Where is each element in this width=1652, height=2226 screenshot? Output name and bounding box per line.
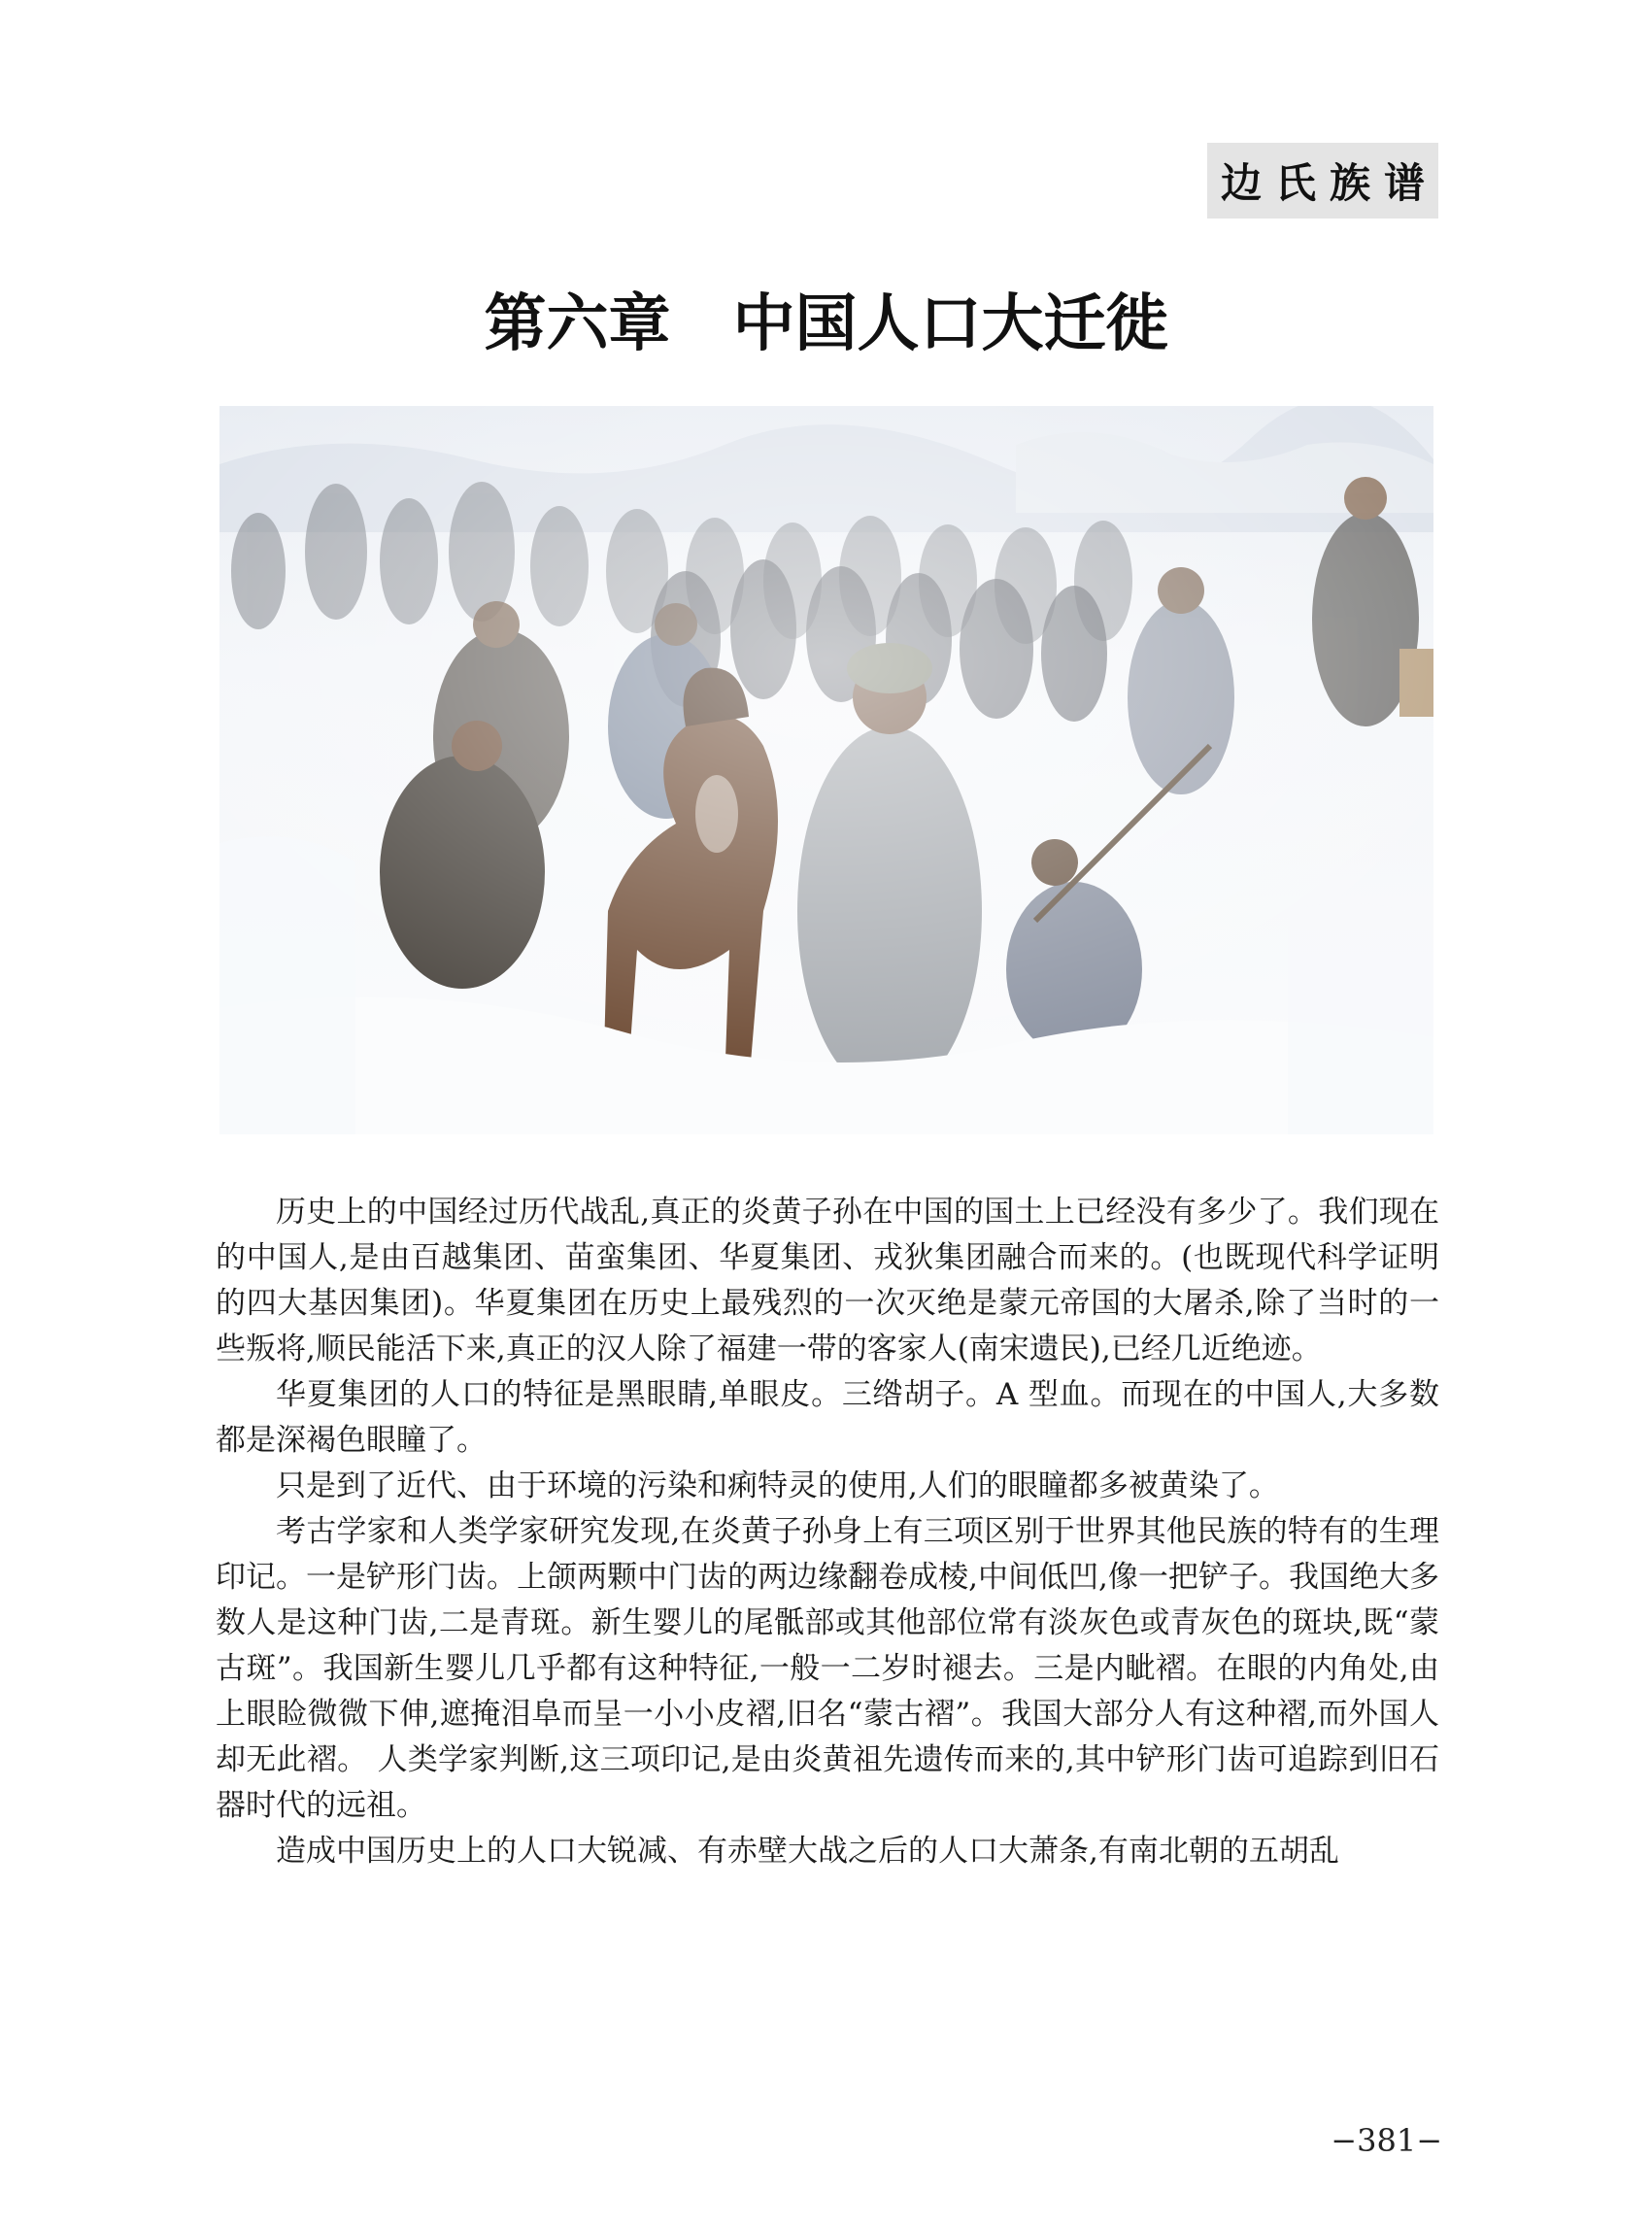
paragraph: 历史上的中国经过历代战乱,真正的炎黄子孙在中国的国土上已经没有多少了。我们现在的中国人,是由百越集团、苗蛮集团、华夏集团、戎狄集团融合而来的。(也既现代科学证明的四大基因集团)。华夏集团在历史上最残烈的一次灭绝是蒙元帝国的大屠杀,除了当时的一些叛将,顺民能活下来,真正的汉人除了福建一带的客家人(南宋遗民),已经几近绝迹。 — [216, 1195, 1439, 1366]
body-text — [216, 1190, 1439, 1874]
paragraph: 只是到了近代、由于环境的污染和痢特灵的使用,人们的眼瞳都多被黄染了。 — [276, 1468, 1279, 1503]
page-number: −381− — [1331, 2122, 1442, 2159]
book-section-tag: 边氏族谱 — [1207, 143, 1438, 219]
paragraph: 造成中国历史上的人口大锐减、有赤壁大战之后的人口大萧条,有南北朝的五胡乱 — [276, 1834, 1339, 1869]
migration-photo — [219, 406, 1433, 1134]
photo-illustration — [219, 406, 1433, 1134]
chapter-title: 第六章 中国人口大迁徙 — [484, 287, 1168, 360]
paragraph: 考古学家和人类学家研究发现,在炎黄子孙身上有三项区别于世界其他民族的特有的生理印记。一是铲形门齿。上颌两颗中门齿的两边缘翻卷成棱,中间低凹,像一把铲子。我国绝大多数人是这种门齿,二是青斑。新生婴儿的尾骶部或其他部位常有淡灰色或青灰色的斑块,既“蒙古斑”。我国新生婴儿几乎都有这种特征,一般一二岁时褪去。三是内眦褶。在眼的内角处,由上眼睑微微下伸,遮掩泪阜而呈一小小皮褶,旧名“蒙古褶”。我国大部分人有这种褶,而外国人却无此褶。 人类学家判断,这三项印记,是由炎黄祖先遗传而来的,其中铲形门齿可追踪到旧石器时代的远祖。 — [216, 1514, 1439, 1823]
paragraph: 华夏集团的人口的特征是黑眼睛,单眼皮。三绺胡子。A 型血。而现在的中国人,大多数都是深褐色眼瞳了。 — [216, 1377, 1439, 1458]
